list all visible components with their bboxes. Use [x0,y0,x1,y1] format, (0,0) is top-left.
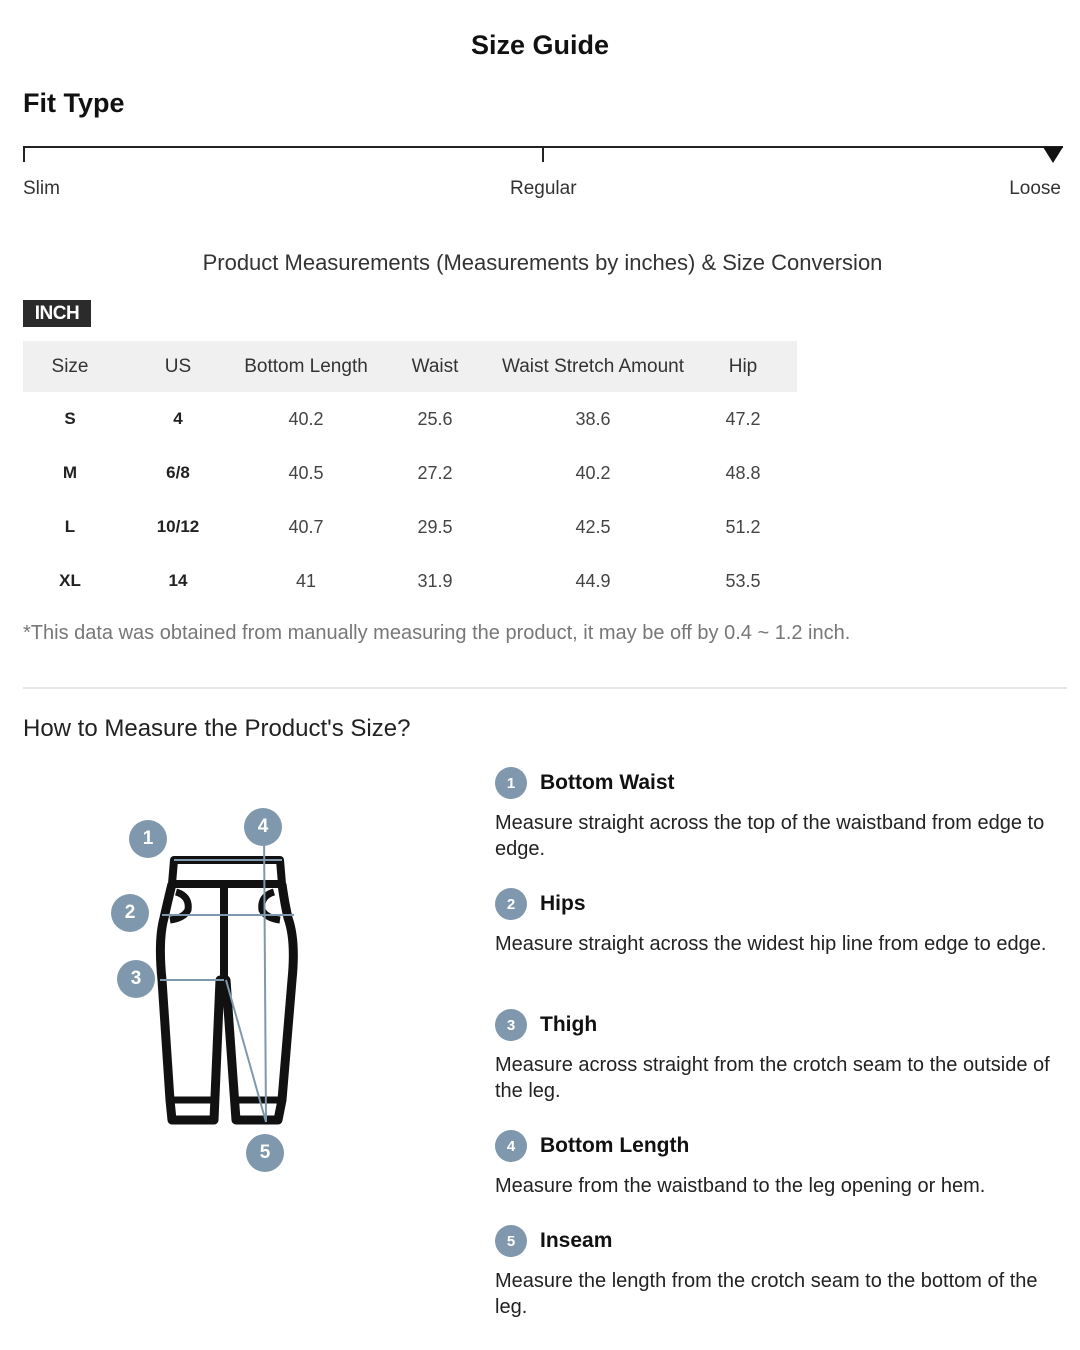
cell-size: M [62,463,78,482]
cell-hip: 53.5 [725,570,761,591]
how-to-measure-heading: How to Measure the Product's Size? [23,715,411,742]
column-header: Size [23,341,117,392]
cell-bottom-length: 40.2 [288,408,324,429]
column-header: Waist Stretch Amount [497,341,689,392]
cell-hip: 48.8 [725,462,761,483]
cell-waist-stretch: 40.2 [575,462,611,483]
step-title: Thigh [540,1013,598,1036]
diagram-badge-4: 4 [244,808,282,846]
fit-label-loose: Loose [1009,178,1061,199]
step-title: Bottom Waist [540,771,675,794]
cell-waist: 29.5 [417,516,453,537]
diagram-badge-2: 2 [111,894,149,932]
diagram-badge-3: 3 [117,960,155,998]
fit-label-slim: Slim [23,178,60,199]
cell-bottom-length: 41 [295,570,317,591]
step-bottom-waist [495,766,1070,862]
cell-hip: 51.2 [725,516,761,537]
column-header: US [117,341,239,392]
step-description: Measure straight across the top of the waistband from edge to edge. [495,812,1045,860]
table-row [23,392,797,446]
table-row [23,446,797,500]
table-row [23,554,797,608]
step-hips [495,887,1070,957]
column-header: Hip [689,341,797,392]
diagram-badge-1: 1 [129,820,167,858]
step-description: Measure across straight from the crotch seam to the outside of the leg. [495,1054,1050,1102]
step-title: Inseam [540,1229,613,1252]
cell-waist-stretch: 42.5 [575,516,611,537]
section-divider [23,687,1067,689]
step-description: Measure from the waistband to the leg opening or hem. [495,1175,986,1197]
step-bottom-length [495,1129,1070,1199]
cell-us: 6/8 [166,463,190,482]
fit-label-regular: Regular [510,178,577,199]
cell-hip: 47.2 [725,408,761,429]
cell-size: L [64,517,76,536]
size-table [23,341,797,608]
scale-tick-slim [23,146,25,162]
pants-diagram [100,800,330,1190]
column-header: Bottom Length [239,341,373,392]
column-header: Waist [373,341,497,392]
cell-us: 14 [168,571,188,590]
cell-waist: 27.2 [417,462,453,483]
page-title: Size Guide [470,30,610,60]
step-description: Measure straight across the widest hip line from edge to edge. [495,933,1047,955]
step-description: Measure the length from the crotch seam to the bottom of the leg. [495,1270,1038,1318]
step-number-badge: 1 [495,767,527,799]
step-number-badge: 2 [495,888,527,920]
scale-tick-regular [542,146,544,162]
step-thigh [495,1008,1070,1104]
fit-type-scale [23,146,1063,166]
selected-fit-marker-icon [1043,147,1063,163]
cell-waist: 31.9 [417,570,453,591]
step-inseam [495,1224,1070,1320]
cell-us: 4 [173,409,183,428]
cell-waist: 25.6 [417,408,453,429]
fit-type-heading: Fit Type [23,88,125,118]
table-header-row [23,341,797,392]
cell-us: 10/12 [156,517,200,536]
measurements-heading: Product Measurements (Measurements by inches) & Size Conversion [202,250,883,275]
unit-badge: INCH [23,300,91,327]
cell-bottom-length: 40.5 [288,462,324,483]
cell-waist-stretch: 38.6 [575,408,611,429]
step-number-badge: 4 [495,1130,527,1162]
cell-size: XL [59,571,81,590]
step-title: Hips [540,892,586,915]
step-number-badge: 3 [495,1009,527,1041]
cell-waist-stretch: 44.9 [575,570,611,591]
cell-size: S [64,409,76,428]
table-row [23,500,797,554]
step-title: Bottom Length [540,1134,690,1157]
diagram-badge-5: 5 [246,1134,284,1172]
measurement-disclaimer: *This data was obtained from manually measuring the product, it may be off by 0.4 ~ 1.2 inch. [23,622,851,644]
cell-bottom-length: 40.7 [288,516,324,537]
step-number-badge: 5 [495,1225,527,1257]
